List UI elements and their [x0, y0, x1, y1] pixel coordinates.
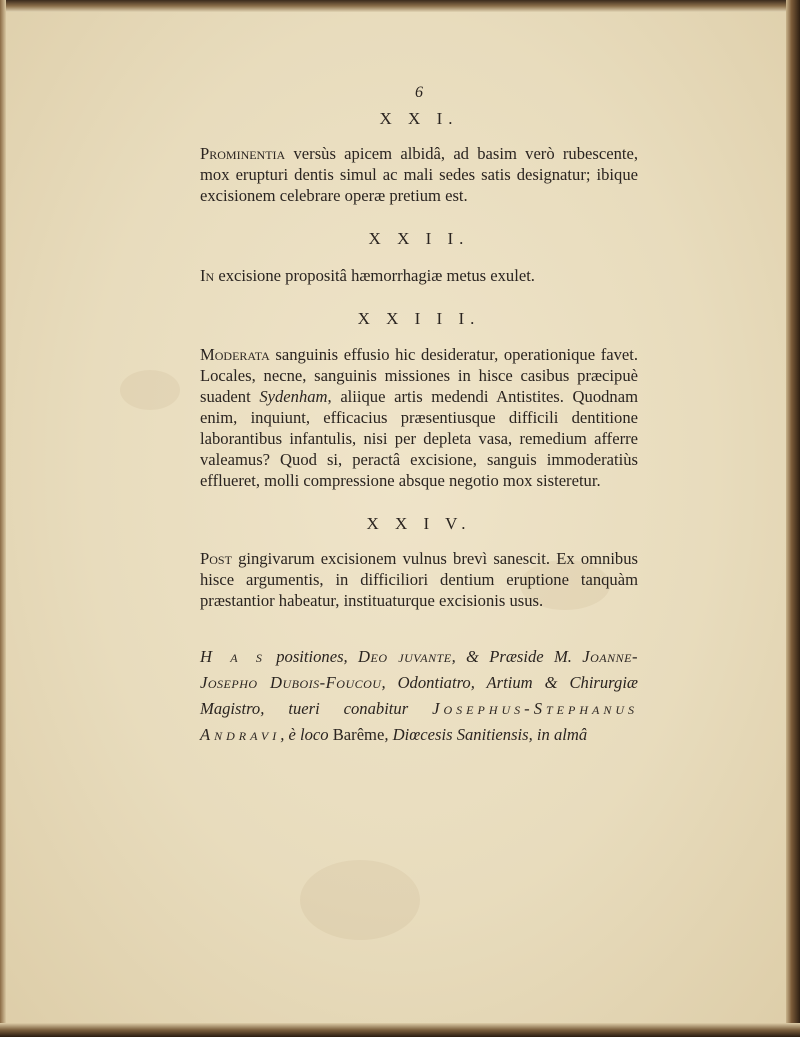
colophon-part: H a s [200, 647, 266, 666]
colophon-part: positiones, [265, 647, 359, 666]
section-heading-xxi: X X I. [379, 109, 459, 128]
paper-stain [120, 370, 180, 410]
colophon-part: Joanne-Josepho Dubois-Foucou [200, 647, 638, 692]
page-bottom-edge [0, 1023, 800, 1037]
paragraph-xxi [200, 143, 638, 206]
paragraph-lead-word: Prominentia [200, 144, 286, 163]
paragraph-body: sanguinis effusio hic desideratur, operationique favet. Locales, necne, sanguinis missiones in hisce casibus præcipuè suadent [200, 345, 638, 406]
section-heading-xxiv: X X I V. [366, 514, 472, 533]
page-top-edge [0, 0, 800, 12]
paragraph-xxiv [200, 548, 638, 611]
page-number: 6 [415, 84, 423, 101]
paragraph-body-continued: , aliique artis medendi Antistites. Quodnam enim, inquiunt, efficacius præsentiusque difficili dentitione laborantibus infantulis, nisi per depleta vasa, remedium afferre valeamus? Quod si, peractâ excisione, sanguis immoderatiùs efflueret, molli compressione absque negotio mox sisteretur. [200, 387, 638, 490]
section-heading-xxii: X X I I. [368, 229, 470, 248]
colophon-part: Deo juvante [358, 647, 452, 666]
paper-stain [300, 860, 420, 940]
colophon-part: , Odontiatro, Artium & Chirurgiæ Magistro, tueri conabitur [200, 673, 638, 718]
page-left-edge [0, 0, 6, 1037]
paragraph-italic-name: Sydenham [259, 387, 328, 406]
paragraph-lead-word: In [200, 266, 215, 285]
page-text-block [200, 82, 638, 748]
colophon-part: Josephus-Stephanus Andravi [200, 699, 638, 744]
paragraph-xxiii [200, 344, 638, 491]
page-binding-edge [786, 0, 800, 1037]
colophon-part: , Diœcesis Sanitiensis, in almâ [384, 725, 588, 744]
colophon [200, 644, 638, 748]
colophon-part: , è loco [280, 725, 333, 744]
paragraph-body: gingivarum excisionem vulnus brevì sanescit. Ex omnibus hisce argumentis, in difficiliori dentium eruptione tanquàm præstantior habeatur, instituaturque excisionis usus. [200, 549, 638, 610]
paragraph-xxii [200, 265, 638, 286]
paragraph-body: excisione propositâ hæmorrhagiæ metus exulet. [214, 266, 535, 285]
colophon-part: , & Præside M. [451, 647, 583, 666]
section-heading-xxiii: X X I I I. [357, 309, 481, 328]
paragraph-lead-word: Post [200, 549, 232, 568]
paragraph-lead-word: Moderata [200, 345, 270, 364]
paragraph-body: versùs apicem albidâ, ad basim verò rubescente, mox erupturi dentis simul ac mali sedes satis designatur; ibique excisionem celebrare operæ pretium est. [200, 144, 638, 205]
colophon-part: Barême [332, 725, 385, 744]
